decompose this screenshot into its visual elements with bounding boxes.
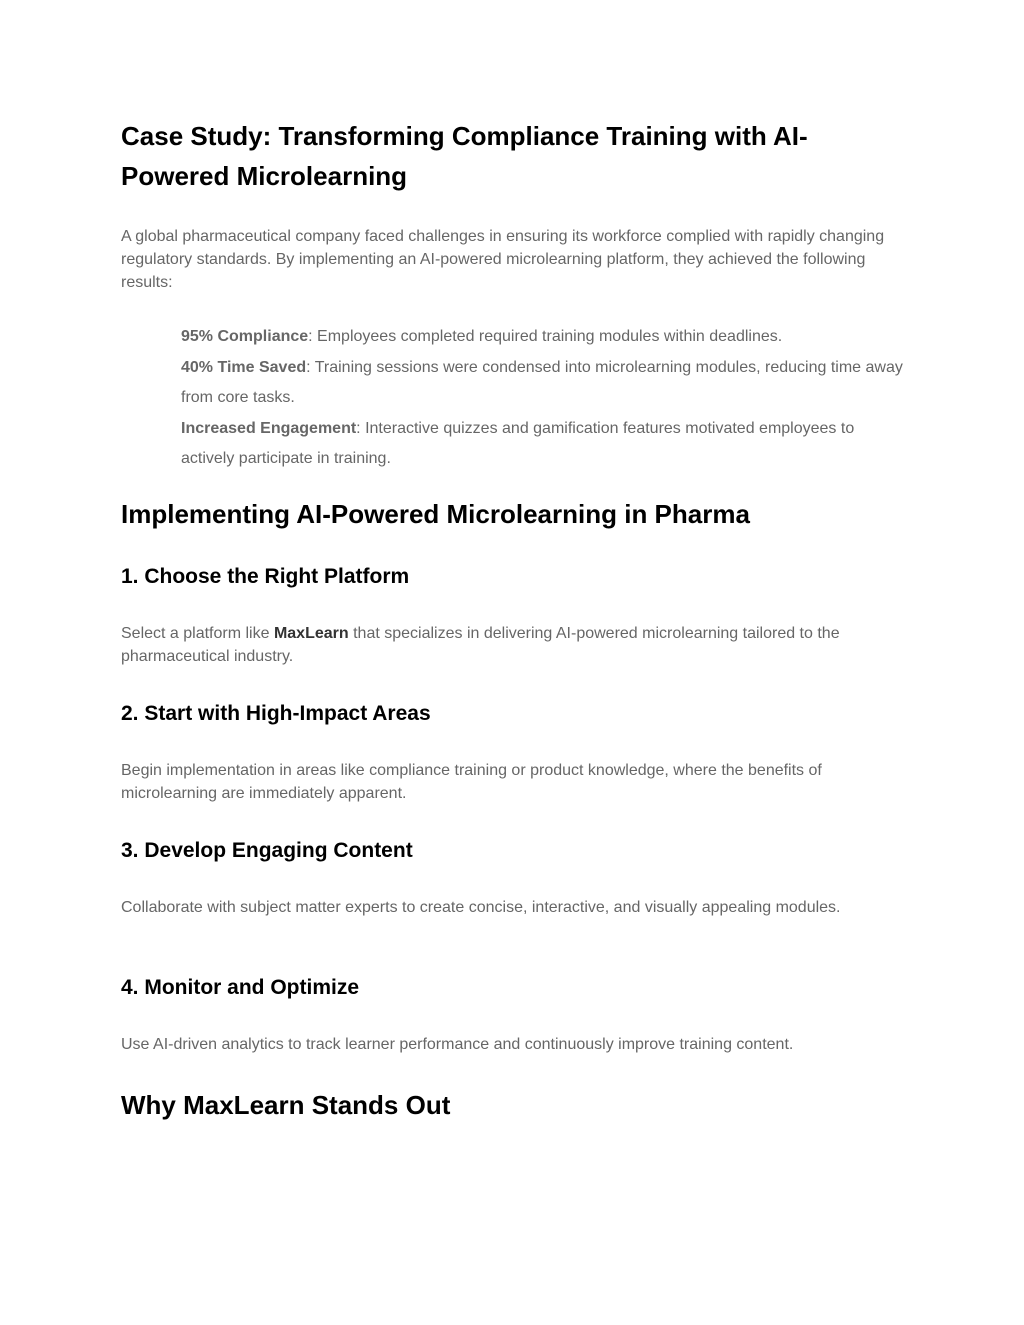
result-item-time-saved <box>181 353 911 414</box>
step-text-1 <box>121 622 906 668</box>
results-list <box>181 322 911 475</box>
step-text-segment: Select a platform like <box>121 625 274 642</box>
result-text: : Employees completed required training modules within deadlines. <box>308 328 783 345</box>
result-item-engagement <box>181 414 911 475</box>
intro-paragraph: A global pharmaceutical company faced challenges in ensuring its workforce complied with rapidly changing regulatory standards. By implementing an AI-powered microlearning platform, they achieved the following results: <box>121 228 885 291</box>
step-heading-2: 2. Start with High-Impact Areas <box>121 702 431 725</box>
result-label: Increased Engagement <box>181 419 357 437</box>
implementation-heading: Implementing AI-Powered Microlearning in Pharma <box>121 499 750 529</box>
step-text-2: Begin implementation in areas like compliance training or product knowledge, where the benefits of microlearning are immediately apparent. <box>121 762 822 802</box>
step-text-segment: that specializes in delivering AI-powered microlearning tailored to the pharmaceutical industry. <box>121 625 840 665</box>
result-text: : Training sessions were condensed into microlearning modules, reducing time away from core tasks. <box>181 358 903 406</box>
step-text-4: Use AI-driven analytics to track learner performance and continuously improve training content. <box>121 1036 794 1053</box>
step-heading-4: 4. Monitor and Optimize <box>121 976 360 999</box>
result-item-compliance <box>181 322 911 353</box>
document-title: Case Study: Transforming Compliance Training with AI-Powered Microlearning <box>121 121 808 191</box>
step-text-3: Collaborate with subject matter experts to create concise, interactive, and visually appealing modules. <box>121 899 841 916</box>
maxlearn-brand-text: MaxLearn <box>273 625 349 642</box>
result-text: : Interactive quizzes and gamification features motivated employees to actively participate in training. <box>181 419 855 467</box>
why-maxlearn-heading: Why MaxLearn Stands Out <box>121 1090 451 1120</box>
step-heading-1: 1. Choose the Right Platform <box>121 565 410 588</box>
result-label: 95% Compliance <box>181 328 309 345</box>
step-heading-3: 3. Develop Engaging Content <box>121 839 413 862</box>
result-label: 40% Time Saved <box>181 358 307 376</box>
